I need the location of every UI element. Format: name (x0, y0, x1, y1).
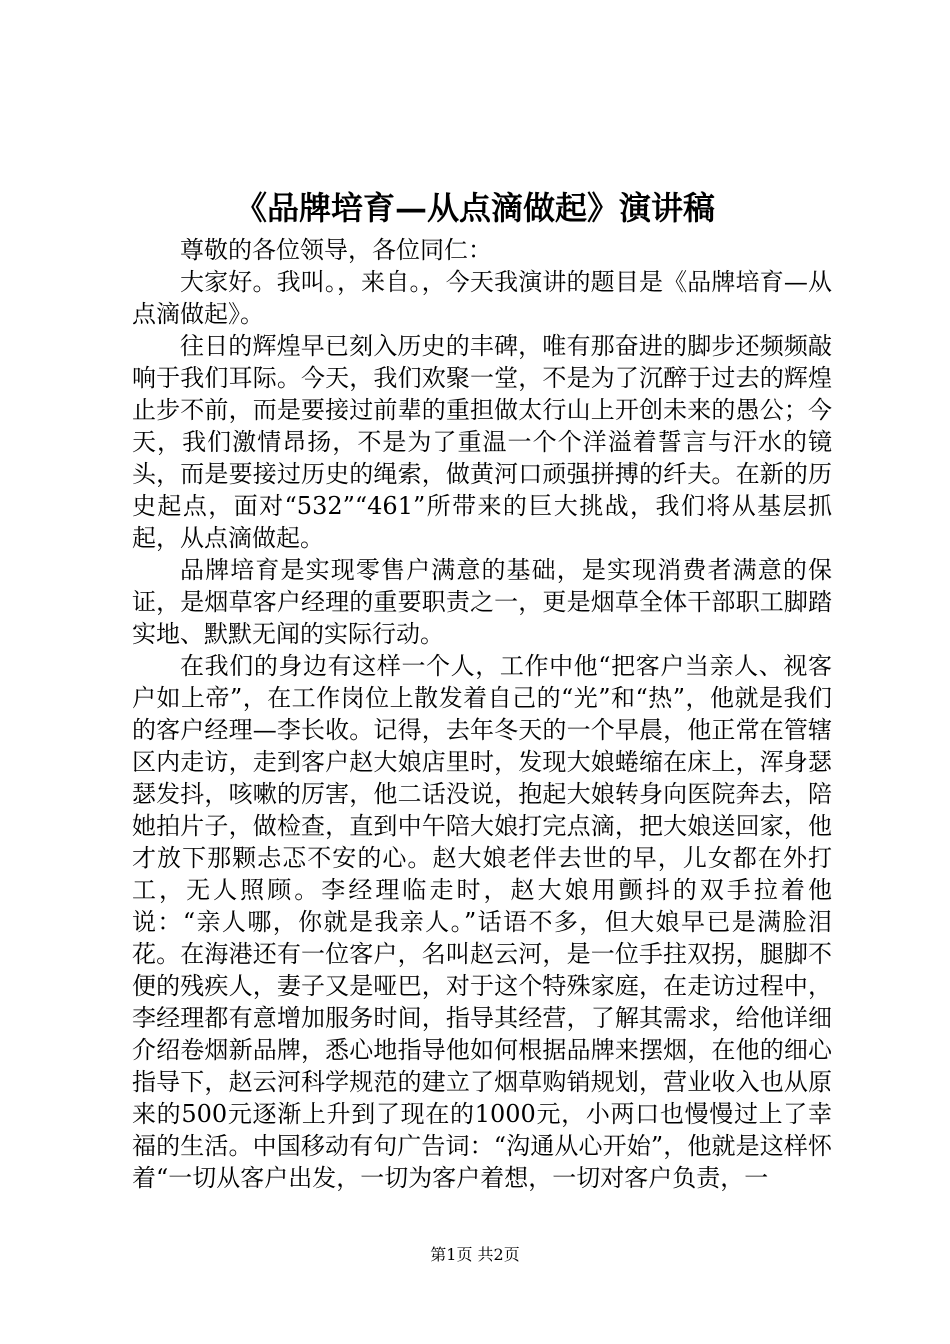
paragraph-introduction: 大家好。我叫。，来自。，今天我演讲的题目是《品牌培育—从点滴做起》。 (132, 268, 832, 328)
paragraph-salutation: 尊敬的各位领导，各位同仁： (180, 236, 492, 264)
document-title: 《品牌培育—从点滴做起》演讲稿 (234, 189, 715, 227)
paragraph-history: 往日的辉煌早已刻入历史的丰碑，唯有那奋进的脚步还频频敲响于我们耳际。今天，我们欢聚一堂，不是为了沉醉于过去的辉煌止步不前，而是要接过前辈的重担做太行山上开创未来的愚公；今天，我们激情昂扬，不是为了重温一个个洋溢着誓言与汗水的镜头，而是要接过历史的绳索，做黄河口顽强拼搏的纤夫。在新的历史起点，面对“532”“461”所带来的巨大挑战，我们将从基层抓起，从点滴做起。 (132, 332, 832, 552)
page-number-footer: 第1页 共2页 (430, 1245, 520, 1264)
document-body (132, 234, 832, 1194)
paragraph-brand-cultivation: 品牌培育是实现零售户满意的基础，是实现消费者满意的保证，是烟草客户经理的重要职责之一，更是烟草全体干部职工脚踏实地、默默无闻的实际行动。 (132, 556, 832, 648)
paragraph-story: 在我们的身边有这样一个人，工作中他“把客户当亲人、视客户如上帝”，在工作岗位上散发着自己的“光”和“热”，他就是我们的客户经理—李长收。记得，去年冬天的一个早晨，他正常在管辖区内走访，走到客户赵大娘店里时，发现大娘蜷缩在床上，浑身瑟瑟发抖，咳嗽的厉害，他二话没说，抱起大娘转身向医院奔去，陪她拍片子，做检查，直到中午陪大娘打完点滴，把大娘送回家，他才放下那颗忐忑不安的心。赵大娘老伴去世的早，儿女都在外打工，无人照顾。李经理临走时，赵大娘用颤抖的双手拉着他说：“亲人哪，你就是我亲人。”话语不多，但大娘早已是满脸泪花。在海港还有一位客户，名叫赵云河，是一位手拄双拐，腿脚不便的残疾人，妻子又是哑巴，对于这个特殊家庭，在走访过程中，李经理都有意增加服务时间，指导其经营，了解其需求，给他详细介绍卷烟新品牌，悉心地指导他如何根据品牌来摆烟，在他的细心指导下，赵云河科学规范的建立了烟草购销规划，营业收入也从原来的500元逐渐上升到了现在的1000元，小两口也慢慢过上了幸福的生活。中国移动有句广告词：“沟通从心开始”，他就是这样怀着“一切从客户出发，一切为客户着想，一切对客户负责，一 (132, 652, 832, 1192)
